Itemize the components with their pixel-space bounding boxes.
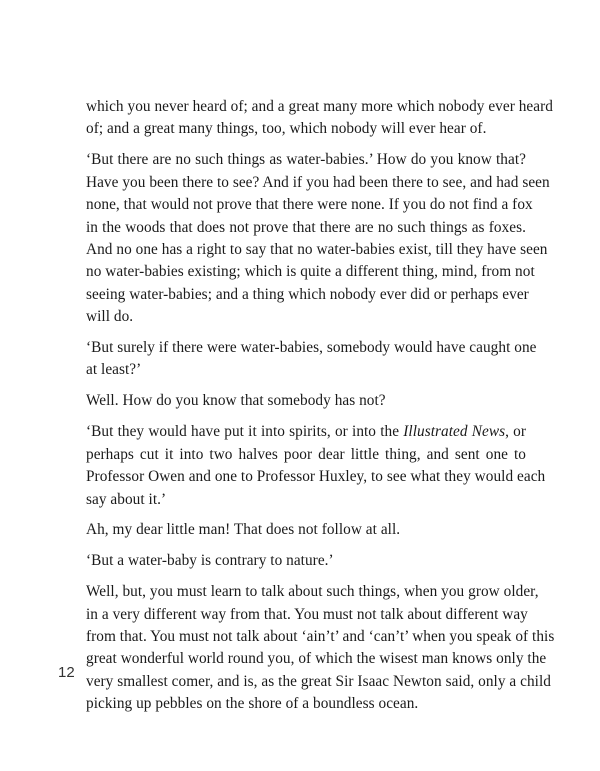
text-line: Well, but, you must learn to talk about such things, when you grow older, bbox=[86, 583, 539, 601]
text-line: perhaps cut it into two halves poor dear little thing, and sent one to bbox=[86, 445, 526, 463]
text-segment: , or bbox=[505, 423, 526, 441]
text-line: Ah, my dear little man! That does not follow at all. bbox=[86, 521, 401, 539]
text-line: in a very different way from that. You must not talk about different way bbox=[86, 605, 528, 623]
text-line: Professor Owen and one to Professor Huxley, to see what they would each bbox=[86, 468, 546, 486]
text-line: from that. You must not talk about ‘ain’t’ and ‘can’t’ when you speak of this bbox=[86, 628, 555, 646]
text-line: ‘But there are no such things as water-babies.’ How do you know that? bbox=[86, 151, 526, 169]
paragraph bbox=[86, 390, 526, 412]
text-line: which you never heard of; and a great many more which nobody ever heard bbox=[86, 98, 553, 115]
text-line: say about it.’ bbox=[86, 490, 167, 508]
italic-title: Illustrated News bbox=[403, 423, 506, 441]
paragraph bbox=[86, 519, 526, 541]
text-line: ‘But surely if there were water-babies, somebody would have caught one bbox=[86, 339, 537, 357]
paragraph bbox=[86, 581, 555, 715]
body-text bbox=[86, 96, 555, 724]
text-line bbox=[86, 421, 526, 443]
text-line: none, that would not prove that there were none. If you do not find a fox bbox=[86, 196, 533, 214]
text-line: no water-babies existing; which is quite a different thing, mind, from not bbox=[86, 263, 535, 281]
text-segment: ‘But they would have put it into spirits, or into the bbox=[86, 423, 404, 441]
paragraph bbox=[86, 149, 550, 328]
paragraph bbox=[86, 550, 526, 572]
text-line: at least?’ bbox=[86, 361, 142, 379]
text-line: will do. bbox=[86, 308, 134, 326]
text-line: in the woods that does not prove that there are no such things as foxes. bbox=[86, 218, 526, 236]
text-line: very smallest comer, and is, as the great Sir Isaac Newton said, only a child bbox=[86, 672, 551, 690]
text-line: picking up pebbles on the shore of a boundless ocean. bbox=[86, 695, 419, 713]
text-line: of; and a great many things, too, which nobody will ever hear of. bbox=[86, 120, 487, 138]
text-line: Well. How do you know that somebody has not? bbox=[86, 392, 386, 410]
paragraph bbox=[86, 421, 546, 511]
text-line: Have you been there to see? And if you had been there to see, and had seen bbox=[86, 173, 550, 191]
text-line: great wonderful world round you, of which the wisest man knows only the bbox=[86, 650, 547, 668]
text-line: seeing water-babies; and a thing which nobody ever did or perhaps ever bbox=[86, 285, 529, 303]
text-line: ‘But a water-baby is contrary to nature.’ bbox=[86, 552, 334, 570]
text-line: And no one has a right to say that no water-babies exist, till they have seen bbox=[86, 240, 548, 258]
page-number: 12 bbox=[58, 664, 75, 681]
paragraph bbox=[86, 96, 553, 141]
paragraph bbox=[86, 337, 537, 382]
